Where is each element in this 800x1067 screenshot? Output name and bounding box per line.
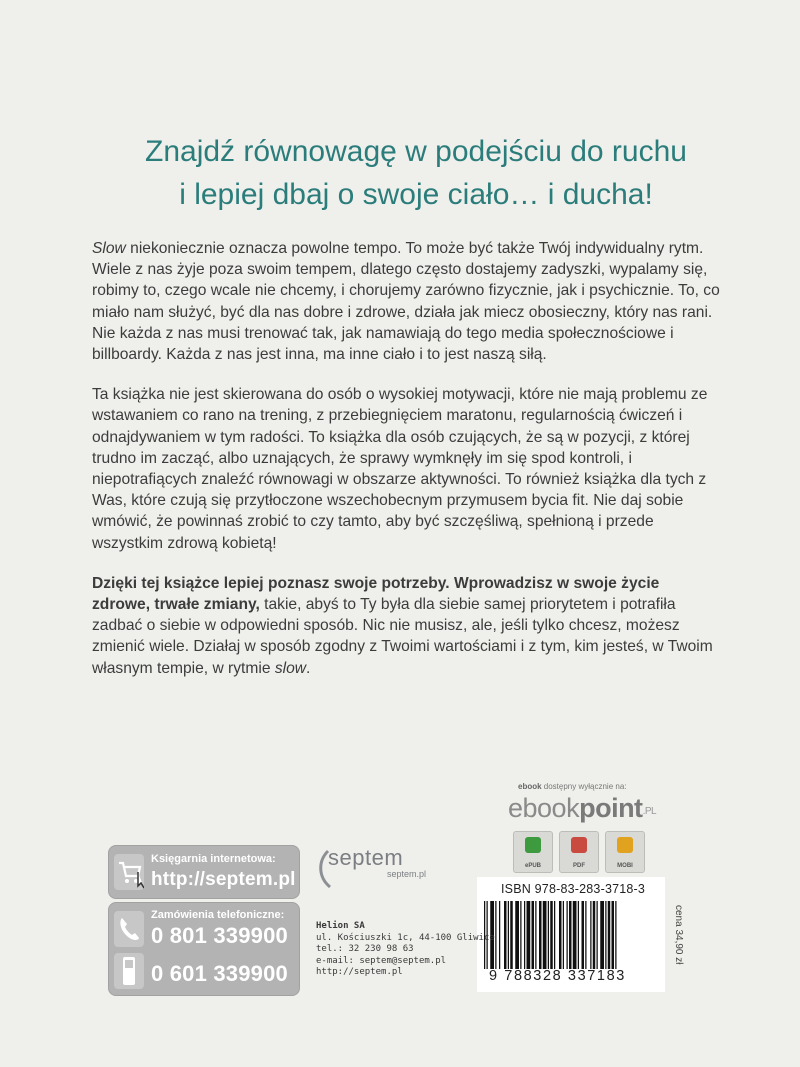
blurb — [92, 238, 720, 698]
barcode-bar — [504, 901, 507, 969]
phone-number-1[interactable]: 0 801 339900 — [151, 923, 288, 948]
barcode-bar — [527, 901, 531, 969]
paragraph-1 — [92, 238, 720, 365]
barcode-bar — [550, 901, 553, 969]
phone-icon — [114, 911, 144, 947]
online-shop-box[interactable] — [108, 845, 300, 899]
publisher-www: http://septem.pl — [316, 967, 403, 978]
barcode-bar — [559, 901, 562, 969]
headline-line-1: Znajdź równowagę w podejściu do ruchu — [145, 135, 687, 168]
barcode-bar — [605, 901, 606, 969]
isbn-digits: 9 788328 337183 — [489, 968, 626, 984]
paragraph-2: Ta książka nie jest skierowana do osób o wysokiej motywacji, które nie mają problemu ze wstawaniem co rano na trening, z przebiegnięciem maratonu, regularnością ćwiczeń i odnajdywaniem w tym radości. To książka dla osób czujących, że są w pozycji, z której trudno im zacząć, albo uznających, że sprawy wymknęły im się spod kontroli, i niepotrafiących znaleźć równowagi w obszarze aktywności. To również książka dla tych z Was, które czują się przytłoczone wszechobecnym przymusem bycia fit. Nie daj sobie wmówić, że powinnaś zrobić to czy tamto, aby być szczęśliwą, spełnioną i przede wszystkim zdrową kobietą! — [92, 386, 708, 552]
barcode-bar — [520, 901, 521, 969]
barcode-bar — [597, 901, 598, 969]
mobile-phone-icon — [114, 953, 144, 989]
barcode-bar — [535, 901, 536, 969]
headline-line-2: i lepiej dbaj o swoje ciało… i ducha! — [179, 178, 653, 211]
paragraph-3-text: takie, abyś to Ty była dla siebie samej priorytetem i potrafiła zadbać o siebie w odpowiedni sposób. Nic nie musisz, ale, jeśli tylko chcesz, możesz zmienić wiele. Działaj w sposób zgodny z Twoimi wartościami i z tym, kim jesteś, w Twoim własnym tempie, w rytmie — [92, 596, 713, 677]
publisher-tel: tel.: 32 230 98 63 — [316, 944, 414, 955]
ebookpoint-logo-sup: .PL — [642, 806, 657, 817]
paragraph-3 — [92, 573, 720, 679]
format-mobi-label: MOBI — [617, 863, 633, 869]
isbn-label: ISBN 978-83-283-3718-3 — [501, 882, 646, 896]
ebookpoint-logo-light: ebook — [508, 793, 580, 823]
barcode-bar — [612, 901, 615, 969]
barcode-bar — [548, 901, 549, 969]
barcode-bar — [495, 901, 496, 969]
barcode-bar — [524, 901, 525, 969]
paragraph-1-text: niekoniecznie oznacza powolne tempo. To może być także Twój indywidualny rytm. Wiele z nas żyje poza swoim tempem, dlatego często dostajemy zadyszki, wypalamy się, robimy to, czego wcale nie chcemy, i chorujemy zarówno fizycznie, jak i psychicznie. To, co miało nam służyć, być dla nas dobre i zdrowe, działa jak miecz obosieczny, który nas rani. Nie każda z nas musi trenować tak, jak namawiają do tego media społecznościowe i billboardy. Każda z nas jest inna, ma inne ciało i to jest naszą siłą. — [92, 240, 720, 364]
barcode-bar — [567, 901, 568, 969]
format-mobi-icon — [605, 831, 645, 873]
barcode-bar — [585, 901, 586, 969]
barcode-bar — [515, 901, 519, 969]
format-epub-icon — [513, 831, 553, 873]
italic-slow-end: slow — [274, 659, 307, 677]
barcode-bar — [543, 901, 547, 969]
phone-number-2[interactable]: 0 601 339900 — [151, 961, 288, 986]
barcode-bar — [508, 901, 509, 969]
barcode-bar — [532, 901, 535, 969]
ebook-caption-text: dostępny wyłącznie na: — [541, 782, 627, 791]
publisher-street: ul. Kościuszki 1c, 44-100 Gliwice — [316, 932, 495, 943]
epub-glyph-icon — [525, 837, 541, 853]
italic-slow: Slow — [92, 240, 126, 257]
format-pdf-label: PDF — [573, 863, 585, 869]
ebook-formats — [513, 831, 645, 873]
paragraph-3-bold: Dzięki tej książce lepiej poznasz swoje potrzeby. Wprowadzisz w swoje życie zdrowe, trwałe zmiany, — [92, 574, 660, 614]
barcode-bar — [554, 901, 555, 969]
septem-url: septem.pl — [386, 869, 426, 879]
barcode-icon — [480, 901, 662, 969]
ebookpoint-block — [508, 782, 657, 823]
paragraph-3-period: . — [306, 659, 311, 677]
barcode-bar — [499, 901, 500, 969]
publisher-name: Helion SA — [316, 921, 365, 931]
barcode-bar — [569, 901, 572, 969]
format-epub-label: ePUB — [524, 863, 541, 869]
shopping-cart-icon — [114, 854, 144, 890]
publisher-email: e-mail: septem@septem.pl — [316, 955, 447, 966]
barcode-bar — [582, 901, 585, 969]
shop-caption: Księgarnia internetowa: — [151, 853, 276, 865]
ebook-caption-bold: ebook — [518, 782, 542, 791]
phone-orders-box — [108, 902, 300, 996]
shop-url-link[interactable]: http://septem.pl — [151, 869, 296, 890]
septem-swoosh-icon — [316, 849, 332, 889]
mobi-glyph-icon — [617, 837, 633, 853]
barcode-bar — [600, 901, 604, 969]
ebookpoint-logo — [508, 793, 657, 823]
publisher-address — [316, 921, 495, 979]
barcode-bar — [615, 901, 616, 969]
barcode-bar — [590, 901, 591, 969]
barcode-bar — [539, 901, 542, 969]
septem-logo — [316, 845, 426, 879]
phone-caption: Zamówienia telefoniczne: — [151, 909, 285, 921]
barcode-bar — [510, 901, 513, 969]
format-pdf-icon — [559, 831, 599, 873]
barcode-bar — [608, 901, 611, 969]
price-label: cena 34,90 zł — [673, 904, 684, 965]
barcode-block — [477, 877, 665, 992]
barcode-bar — [563, 901, 564, 969]
barcode-bar — [573, 901, 577, 969]
barcode-bar — [593, 901, 596, 969]
ebookpoint-caption — [508, 782, 654, 791]
headline — [96, 130, 736, 216]
ebookpoint-logo-bold: point — [579, 793, 643, 823]
barcode-bar — [578, 901, 579, 969]
septem-wordmark: septem — [328, 845, 404, 870]
pdf-glyph-icon — [571, 837, 587, 853]
